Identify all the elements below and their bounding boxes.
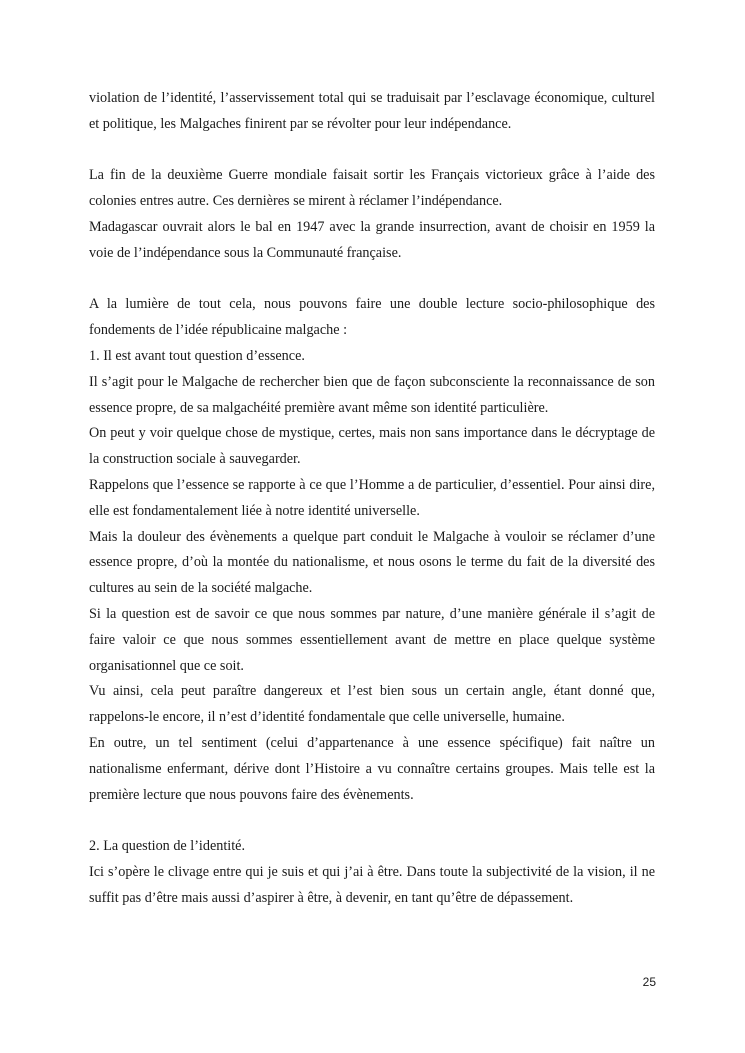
paragraph: On peut y voir quelque chose de mystique, certes, mais non sans importance dans le décryptage de la construction sociale à sauvegarder. <box>89 425 655 468</box>
paragraph: Madagascar ouvrait alors le bal en 1947 avec la grande insurrection, avant de choisir en 1959 la voie de l’indépendance sous la Communauté française. <box>89 218 655 261</box>
paragraph-spacer <box>89 267 655 293</box>
paragraph: Il s’agit pour le Malgache de rechercher bien que de façon subconsciente la reconnaissance de son essence propre, de sa malgachéité première avant même son identité particulière. <box>89 373 655 416</box>
body-text <box>89 86 655 912</box>
paragraph: 2. La question de l’identité. <box>89 838 246 855</box>
paragraph: La fin de la deuxième Guerre mondiale faisait sortir les Français victorieux grâce à l’aide des colonies entres autre. Ces dernières se mirent à réclamer l’indépendance. <box>89 167 655 210</box>
paragraph: 1. Il est avant tout question d’essence. <box>89 347 305 364</box>
paragraph: violation de l’identité, l’asservissement total qui se traduisait par l’esclavage économique, culturel et politique, les Malgaches finirent par se révolter pour leur indépendance. <box>89 90 655 132</box>
paragraph-spacer <box>89 808 655 834</box>
page-number: 25 <box>642 975 656 989</box>
paragraph: En outre, un tel sentiment (celui d’appartenance à une essence spécifique) fait naître un nationalisme enfermant, dérive dont l’Histoire a vu connaître certains groupes. Mais telle est la première lecture que nous pouvons faire des évènements. <box>89 734 655 803</box>
paragraph: Vu ainsi, cela peut paraître dangereux et l’est bien sous un certain angle, étant donné que, rappelons-le encore, il n’est d’identité fondamentale que celle universelle, humaine. <box>89 683 655 726</box>
paragraph: Si la question est de savoir ce que nous sommes par nature, d’une manière générale il s’agit de faire valoir ce que nous sommes essentiellement avant de mettre en place quelque système organisationnel que ce soit. <box>89 605 655 674</box>
paragraph: Ici s’opère le clivage entre qui je suis et qui j’ai à être. Dans toute la subjectivité de la vision, il ne suffit pas d’être mais aussi d’aspirer à être, à devenir, en tant qu’être de dépassement. <box>89 863 655 906</box>
paragraph: Mais la douleur des évènements a quelque part conduit le Malgache à vouloir se réclamer d’une essence propre, d’où la montée du nationalisme, et nous osons le terme du fait de la diversité des cultures au sein de la société malgache. <box>89 528 655 597</box>
paragraph: Rappelons que l’essence se rapporte à ce que l’Homme a de particulier, d’essentiel. Pour ainsi dire, elle est fondamentalement liée à notre identité universelle. <box>89 476 655 519</box>
paragraph-spacer <box>89 138 655 164</box>
paragraph: A la lumière de tout cela, nous pouvons faire une double lecture socio-philosophique des fondements de l’idée républicaine malgache : <box>89 296 655 339</box>
